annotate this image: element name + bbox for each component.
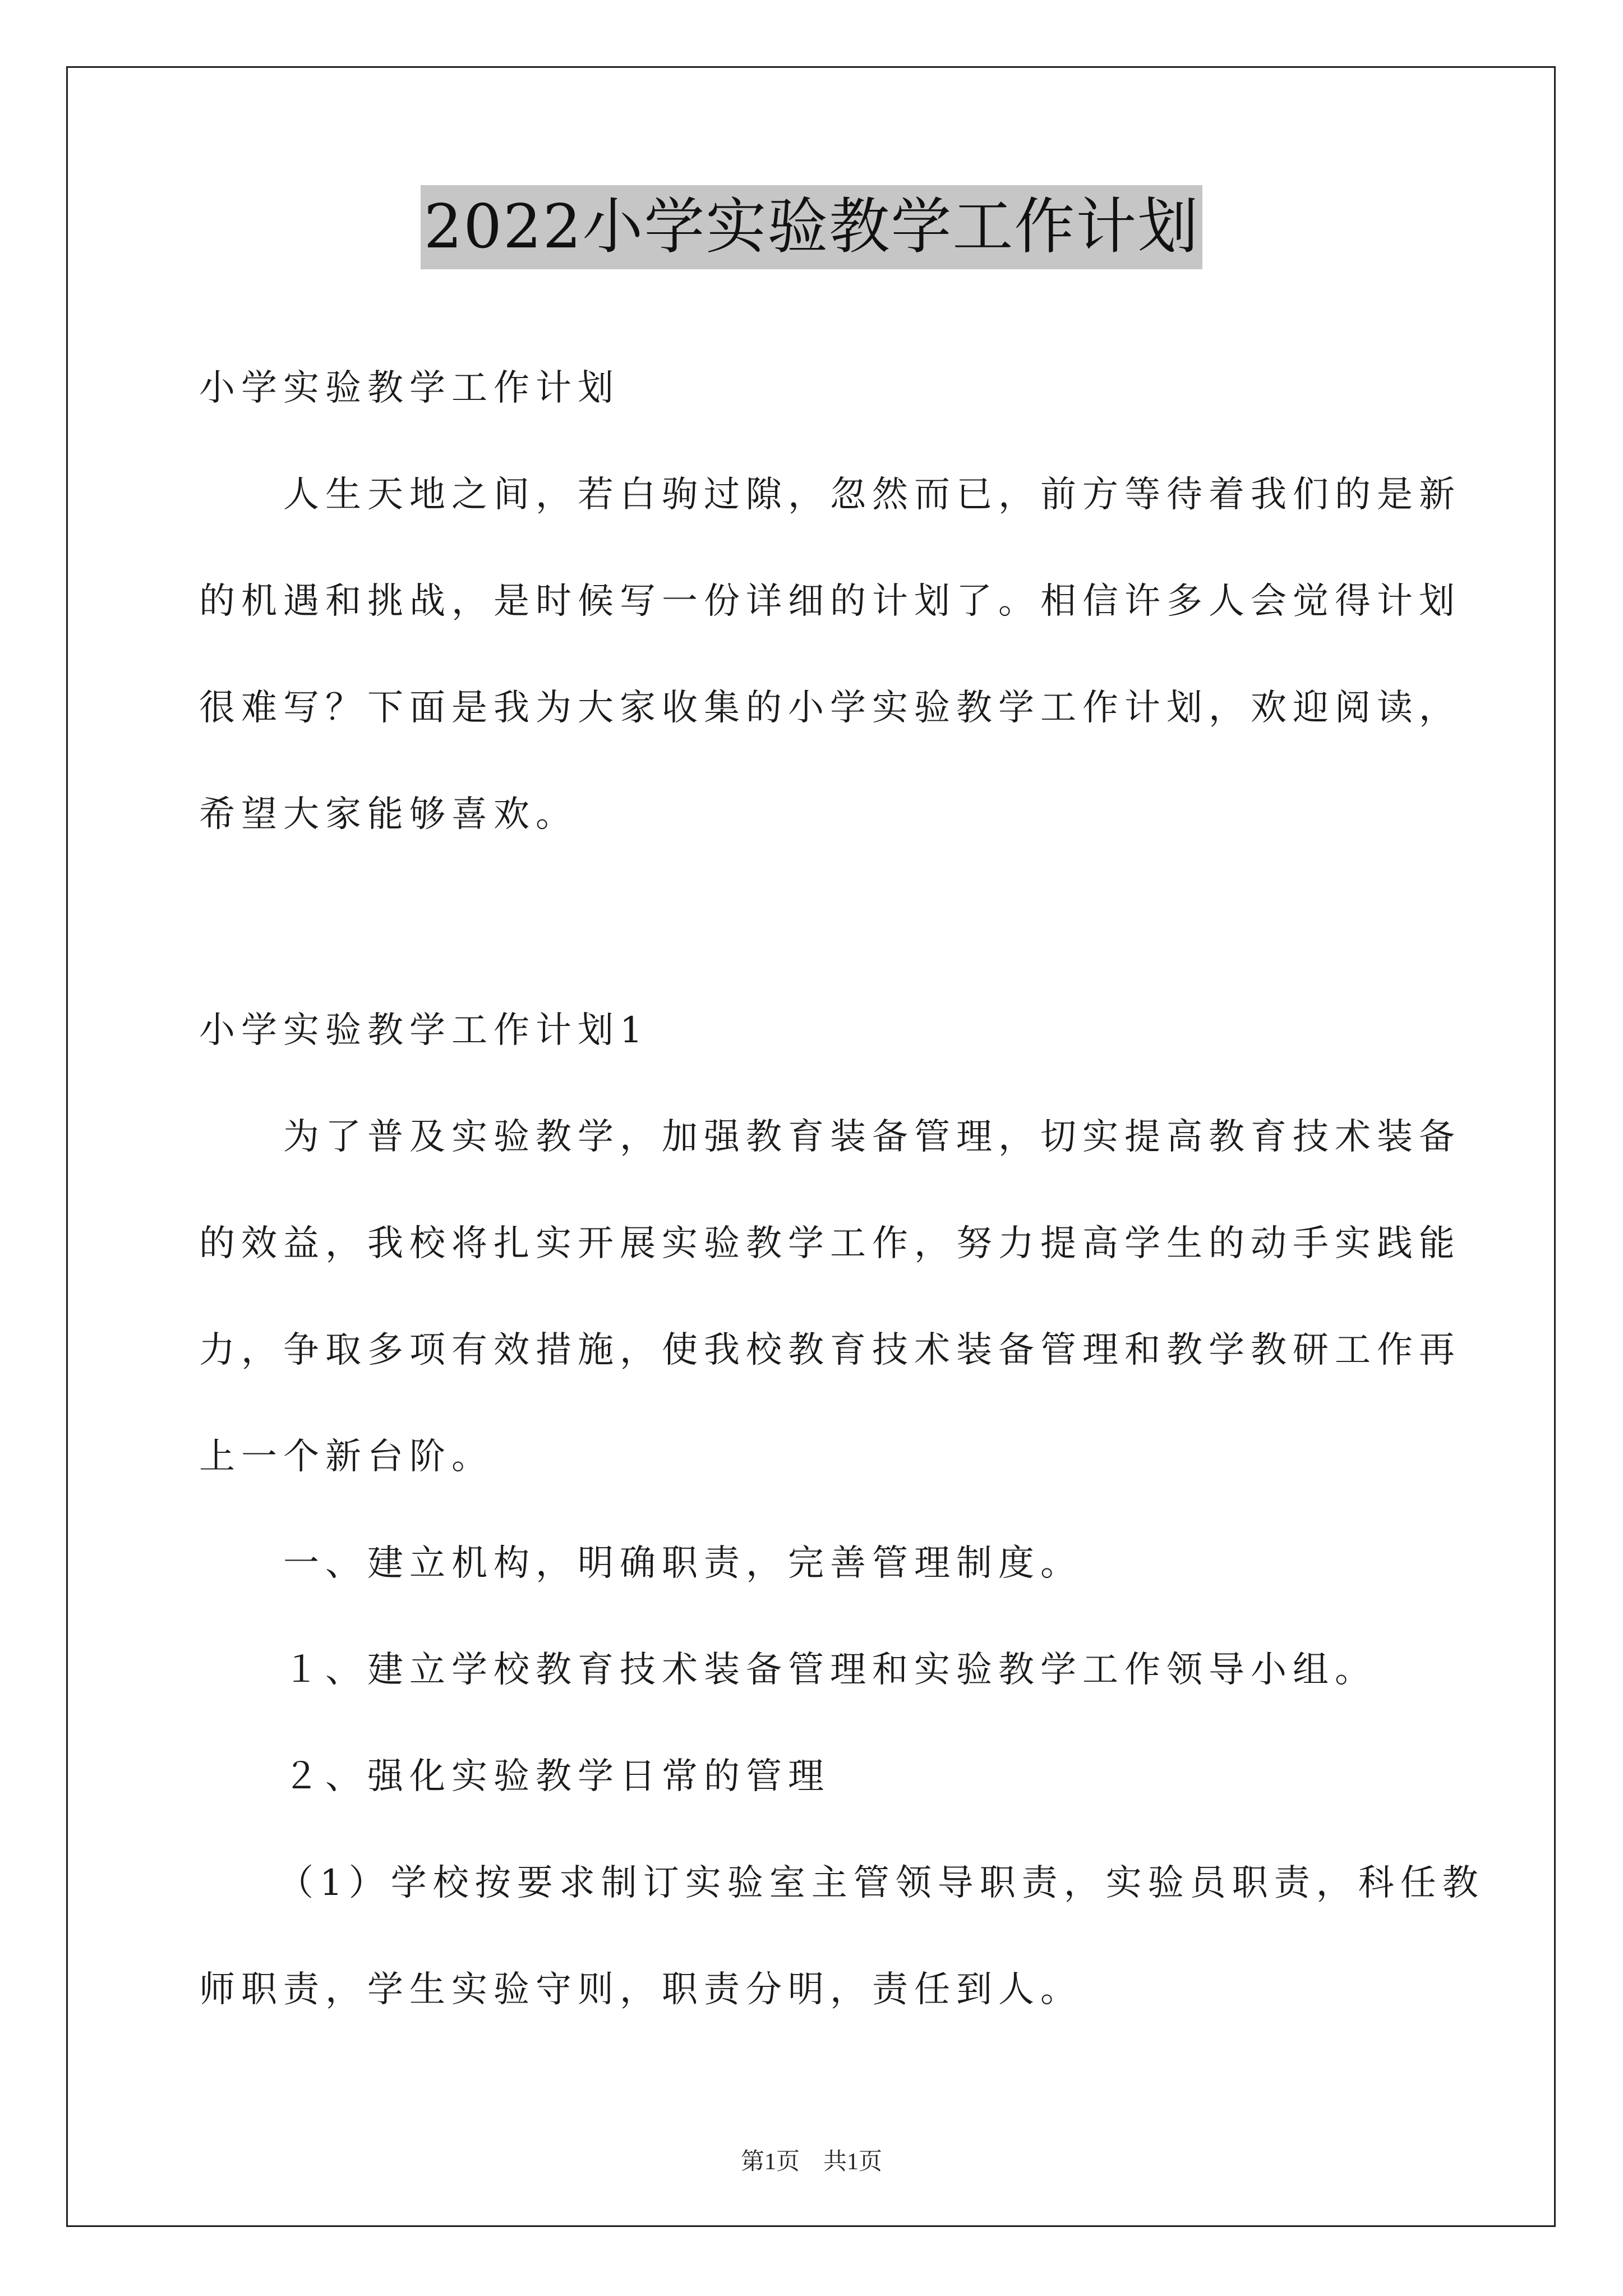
document-subtitle: 小学实验教学工作计划 [199,367,620,409]
item-1: 一、建立机构，明确职责，完善管理制度。 [283,1543,1082,1584]
item-4-line-2: 师职责，学生实验守则，职责分明，责任到人。 [199,1969,1082,2010]
title-wrap [0,185,1623,269]
section1-line-1: 为了普及实验教学，加强教育装备管理，切实提高教育技术装备 [283,1116,1461,1158]
intro-line-2: 的机遇和挑战，是时候写一份详细的计划了。相信许多人会觉得计划 [199,581,1461,622]
intro-line-4: 希望大家能够喜欢。 [199,794,578,835]
section1-line-4: 上一个新台阶。 [199,1436,494,1478]
intro-line-3: 很难写？下面是我为大家收集的小学实验教学工作计划，欢迎阅读， [199,687,1461,729]
document-title: 2022小学实验教学工作计划 [421,185,1203,269]
item-4-line-1: （1）学校按要求制订实验室主管领导职责，实验员职责，科任教 [278,1862,1484,1904]
page-footer: 第1页 共1页 [740,2149,882,2175]
section1-heading: 小学实验教学工作计划1 [199,1010,649,1051]
intro-line-1: 人生天地之间，若白驹过隙，忽然而已，前方等待着我们的是新 [283,474,1461,516]
item-2: １、建立学校教育技术装备管理和实验教学工作领导小组。 [283,1649,1377,1691]
item-3: ２、强化实验教学日常的管理 [283,1756,830,1797]
section1-line-3: 力，争取多项有效措施，使我校教育技术装备管理和教学教研工作再 [199,1329,1461,1371]
section1-line-2: 的效益，我校将扎实开展实验教学工作，努力提高学生的动手实践能 [199,1223,1461,1264]
